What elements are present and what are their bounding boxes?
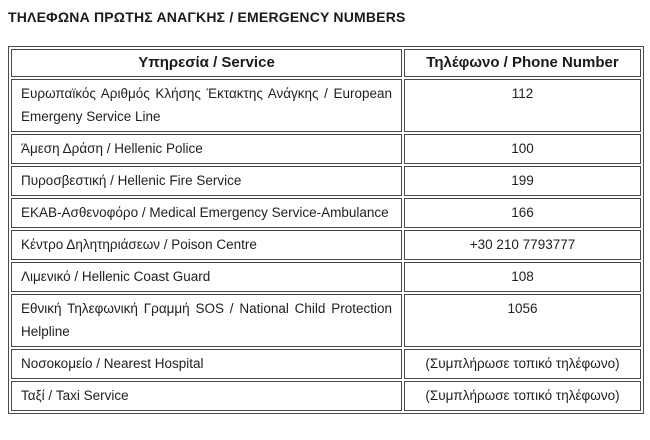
table-body [11, 79, 641, 411]
service-cell: ΕΚΑΒ-Ασθενοφόρο / Medical Emergency Service-Ambulance [11, 198, 402, 228]
table-row [11, 381, 641, 411]
phone-number-cell: 100 [404, 134, 641, 164]
table-row [11, 79, 641, 132]
phone-number-cell: (Συμπλήρωσε τοπικό τηλέφωνο) [404, 381, 641, 411]
table-row [11, 349, 641, 379]
table-row [11, 230, 641, 260]
phone-number-cell: 108 [404, 262, 641, 292]
phone-column-header: Τηλέφωνο / Phone Number [404, 49, 641, 77]
service-cell: Πυροσβεστική / Hellenic Fire Service [11, 166, 402, 196]
service-cell: Λιμενικό / Hellenic Coast Guard [11, 262, 402, 292]
service-cell: Άμεση Δράση / Hellenic Police [11, 134, 402, 164]
phone-number-cell: 199 [404, 166, 641, 196]
phone-number-cell: +30 210 7793777 [404, 230, 641, 260]
service-cell: Εθνική Τηλεφωνική Γραμμή SOS / National Child Protection Helpline [11, 294, 402, 347]
phone-number-cell: 166 [404, 198, 641, 228]
phone-number-cell: 112 [404, 79, 641, 132]
service-cell: Κέντρο Δηλητηριάσεων / Poison Centre [11, 230, 402, 260]
service-cell: Ταξί / Taxi Service [11, 381, 402, 411]
header-row [11, 49, 641, 77]
table-row [11, 262, 641, 292]
table-header [11, 49, 641, 77]
phone-number-cell: 1056 [404, 294, 641, 347]
service-cell: Ευρωπαϊκός Αριθμός Κλήσης Έκτακτης Ανάγκης / European Emergeny Service Line [11, 79, 402, 132]
service-cell: Νοσοκομείο / Nearest Hospital [11, 349, 402, 379]
table-row [11, 294, 641, 347]
page-title: ΤΗΛΕΦΩΝΑ ΠΡΩΤΗΣ ΑΝΑΓΚΗΣ / EMERGENCY NUMBERS [8, 9, 406, 25]
table-row [11, 166, 641, 196]
table-row [11, 134, 641, 164]
emergency-numbers-table [8, 46, 644, 414]
table-row [11, 198, 641, 228]
phone-number-cell: (Συμπλήρωσε τοπικό τηλέφωνο) [404, 349, 641, 379]
service-column-header: Υπηρεσία / Service [11, 49, 402, 77]
